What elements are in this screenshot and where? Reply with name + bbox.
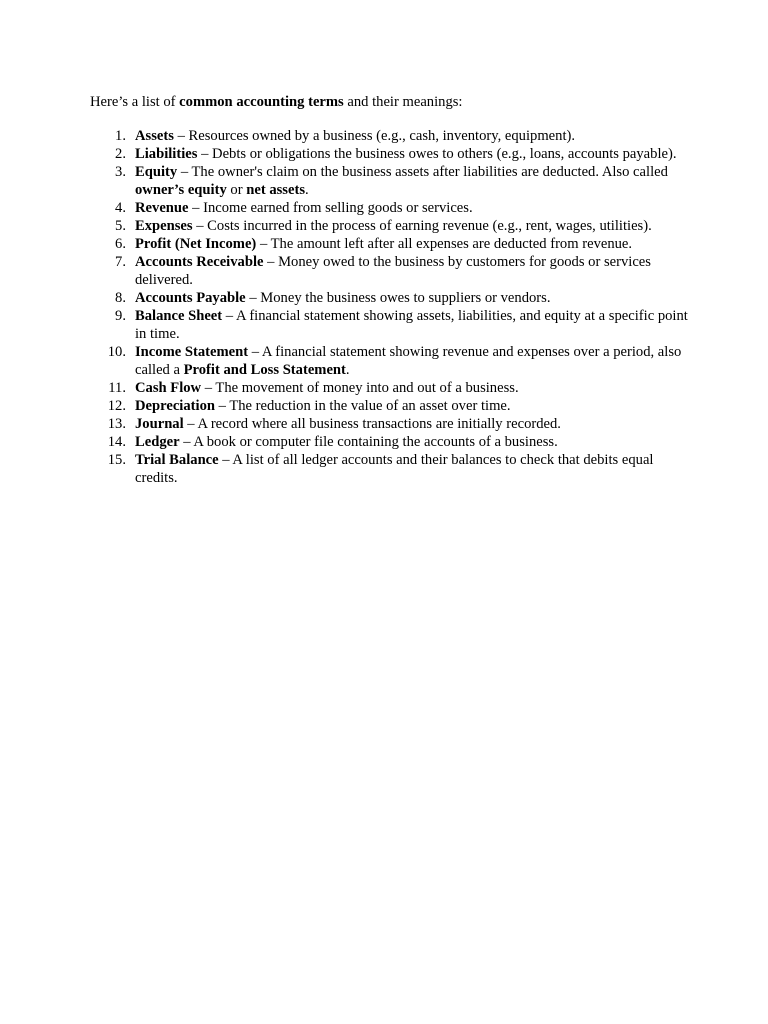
term-name: Depreciation bbox=[135, 398, 215, 414]
term-definition: – A book or computer file containing the accounts of a business. bbox=[179, 434, 558, 450]
term-extra-bold: net assets bbox=[246, 182, 305, 198]
document-page bbox=[90, 93, 690, 487]
term-definition: – The owner's claim on the business assets after liabilities are deducted. Also called bbox=[177, 164, 668, 180]
term-definition: – The amount left after all expenses are deducted from revenue. bbox=[256, 236, 633, 252]
term-number: 6. bbox=[115, 236, 126, 252]
term-item-expenses bbox=[90, 217, 690, 235]
term-item-equity bbox=[90, 163, 690, 199]
term-name: Balance Sheet bbox=[135, 308, 223, 324]
term-definition: – The reduction in the value of an asset over time. bbox=[214, 398, 511, 414]
term-item-assets bbox=[90, 127, 690, 145]
term-number: 13. bbox=[107, 416, 126, 432]
term-item-depreciation bbox=[90, 397, 690, 415]
term-number: 5. bbox=[115, 218, 126, 234]
term-item-accounts-receivable bbox=[90, 253, 690, 289]
terms-list bbox=[90, 127, 690, 487]
term-item-revenue bbox=[90, 199, 690, 217]
intro-text-before: Here’s a list of bbox=[90, 94, 180, 110]
term-name: Trial Balance bbox=[135, 452, 219, 468]
term-name: Journal bbox=[135, 416, 184, 432]
term-number: 12. bbox=[107, 398, 126, 414]
term-number: 10. bbox=[107, 344, 126, 360]
term-number: 3. bbox=[115, 164, 126, 180]
term-item-accounts-payable bbox=[90, 289, 690, 307]
term-name: Accounts Payable bbox=[135, 290, 246, 306]
term-name: Revenue bbox=[135, 200, 189, 216]
term-definition: – Resources owned by a business (e.g., cash, inventory, equipment). bbox=[173, 128, 576, 144]
term-item-trial-balance bbox=[90, 451, 690, 487]
term-number: 11. bbox=[108, 380, 126, 396]
term-extra-text: . bbox=[305, 182, 309, 198]
term-definition: – A financial statement showing revenue and expenses over a period, also called a bbox=[135, 344, 682, 378]
term-name: Liabilities bbox=[135, 146, 198, 162]
term-number: 4. bbox=[115, 200, 126, 216]
term-item-ledger bbox=[90, 433, 690, 451]
term-item-cash-flow bbox=[90, 379, 690, 397]
term-number: 15. bbox=[107, 452, 126, 468]
term-number: 7. bbox=[115, 254, 126, 270]
term-definition: – Debts or obligations the business owes to others (e.g., loans, accounts payable). bbox=[197, 146, 677, 162]
term-definition: – Costs incurred in the process of earning revenue (e.g., rent, wages, utilities). bbox=[192, 218, 652, 234]
term-name: Expenses bbox=[135, 218, 193, 234]
term-extra-bold: owner’s equity bbox=[135, 182, 227, 198]
term-definition: – Money owed to the business by customers for goods or services delivered. bbox=[135, 254, 651, 288]
intro-text-after: and their meanings: bbox=[343, 94, 463, 110]
term-item-income-statement bbox=[90, 343, 690, 379]
term-extra-bold: Profit and Loss Statement bbox=[183, 362, 346, 378]
term-number: 14. bbox=[107, 434, 126, 450]
term-number: 8. bbox=[115, 290, 126, 306]
term-name: Assets bbox=[135, 128, 174, 144]
term-name: Accounts Receivable bbox=[135, 254, 264, 270]
term-name: Equity bbox=[135, 164, 178, 180]
term-name: Profit (Net Income) bbox=[135, 236, 257, 252]
term-definition: – Money the business owes to suppliers or vendors. bbox=[245, 290, 551, 306]
term-name: Ledger bbox=[135, 434, 180, 450]
intro-paragraph bbox=[90, 93, 690, 111]
term-definition: – A record where all business transactions are initially recorded. bbox=[183, 416, 561, 432]
intro-bold-text: common accounting terms bbox=[179, 94, 344, 110]
term-item-liabilities bbox=[90, 145, 690, 163]
term-name: Income Statement bbox=[135, 344, 249, 360]
term-number: 1. bbox=[115, 128, 126, 144]
term-name: Cash Flow bbox=[135, 380, 202, 396]
term-item-balance-sheet bbox=[90, 307, 690, 343]
term-item-journal bbox=[90, 415, 690, 433]
term-definition: – A financial statement showing assets, liabilities, and equity at a specific point in time. bbox=[135, 308, 688, 342]
term-definition: – A list of all ledger accounts and their balances to check that debits equal credits. bbox=[135, 452, 654, 486]
term-definition: – The movement of money into and out of a business. bbox=[201, 380, 519, 396]
term-item-profit bbox=[90, 235, 690, 253]
term-extra-text: or bbox=[226, 182, 247, 198]
term-extra-text: . bbox=[345, 362, 350, 378]
term-definition: – Income earned from selling goods or services. bbox=[188, 200, 473, 216]
term-number: 2. bbox=[115, 146, 126, 162]
term-number: 9. bbox=[115, 308, 126, 324]
